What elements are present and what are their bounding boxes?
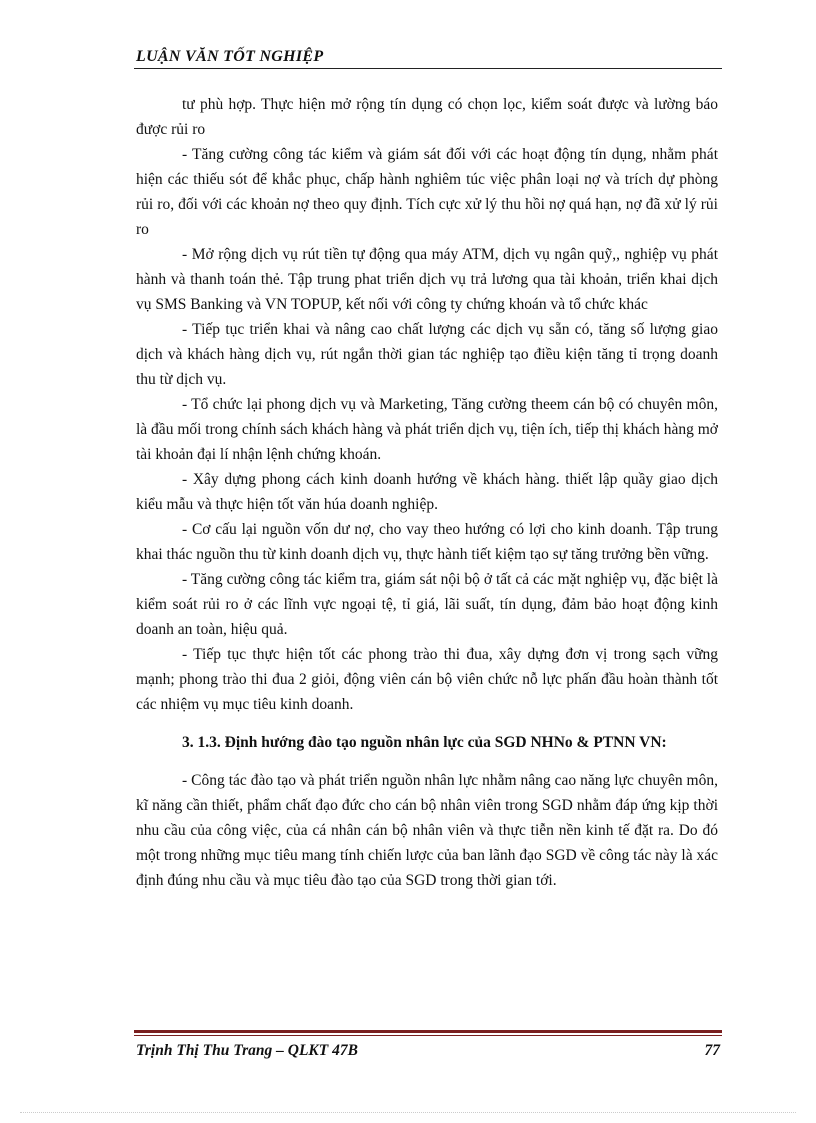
paragraph: - Tiếp tục thực hiện tốt các phong trào thi đua, xây dựng đơn vị trong sạch vững mạnh; phong trào thi đua 2 giỏi, động viên cán bộ viên chức nỗ lực phấn đầu hoàn thành tốt các nhiệm vụ mục tiêu kinh doanh. [136,646,718,713]
paragraph: - Công tác đào tạo và phát triển nguồn nhân lực nhằm nâng cao năng lực chuyên môn, kĩ năng cần thiết, phẩm chất đạo đức cho cán bộ nhân viên trong SGD nhằm đáp ứng kịp thời nhu cầu của công việc, của cá nhân cán bộ nhân viên và thực tiễn nền kinh tế đặt ra. Do đó một trong những mục tiêu mang tính chiến lược của ban lãnh đạo SGD về công tác này là xác định đúng nhu cầu và mục tiêu đào tạo của SGD trong thời gian tới. [136,772,718,889]
footer-rule-thin [134,1035,722,1036]
paragraph: - Xây dựng phong cách kinh doanh hướng về khách hàng. thiết lập quầy giao dịch kiểu mẫu và thực hiện tốt văn húa doanh nghiệp. [136,471,718,513]
paragraph: - Mở rộng dịch vụ rút tiền tự động qua máy ATM, dịch vụ ngân quỹ,, nghiệp vụ phát hành và thanh toán thẻ. Tập trung phat triển dịch vụ trả lương qua tài khoản, triển khai dịch vụ SMS Banking và VN TOPUP, kết nối với công ty chứng khoán và tổ chức khác [136,246,718,313]
footer-rule-thick [134,1030,722,1033]
page-number: 77 [704,1042,720,1059]
paragraph: - Tiếp tục triển khai và nâng cao chất lượng các dịch vụ sẵn có, tăng số lượng giao dịch và khách hàng dịch vụ, rút ngắn thời gian tác nghiệp tạo điều kiện tăng tỉ trọng doanh thu từ dịch vụ. [136,321,718,388]
paragraph: - Tổ chức lại phong dịch vụ và Marketing, Tăng cường theem cán bộ có chuyên môn, là đầu mối trong chính sách khách hàng và phát triển dịch vụ, tiện ích, tiếp thị khách hàng mở tài khoản đại lí nhận lệnh chứng khoán. [136,396,718,463]
header-rule [134,68,722,69]
paragraph: - Tăng cường công tác kiểm và giám sát đối với các hoạt động tín dụng, nhằm phát hiện các thiếu sót để khắc phục, chấp hành nghiêm túc việc phân loại nợ và trích dự phòng rủi ro, đối với các khoản nợ theo quy định. Tích cực xử lý thu hồi nợ quá hạn, nợ đã xử lý rủi ro [136,146,718,238]
paragraph: - Tăng cường công tác kiểm tra, giám sát nội bộ ở tất cả các mặt nghiệp vụ, đặc biệt là kiểm soát rủi ro ở các lĩnh vực ngoại tệ, tỉ giá, lãi suất, tín dụng, đảm bảo hoạt động kinh doanh an toàn, hiệu quả. [136,571,718,638]
footer-author: Trịnh Thị Thu Trang – QLKT 47B [136,1042,358,1059]
header-title: LUẬN VĂN TỐT NGHIỆP [136,48,324,65]
paragraph: tư phù hợp. Thực hiện mở rộng tín dụng có chọn lọc, kiểm soát được và lường báo được rủi ro [136,96,718,138]
page-edge-divider [20,1112,796,1113]
document-body [136,92,718,893]
section-heading: 3. 1.3. Định hướng đào tạo nguồn nhân lực của SGD NHNo & PTNN VN: [182,734,667,751]
paragraph: - Cơ cấu lại nguồn vốn dư nợ, cho vay theo hướng có lợi cho kinh doanh. Tập trung khai thác nguồn thu từ kinh doanh dịch vụ, thực hành tiết kiệm tạo sự tăng trưởng bền vững. [136,521,718,563]
